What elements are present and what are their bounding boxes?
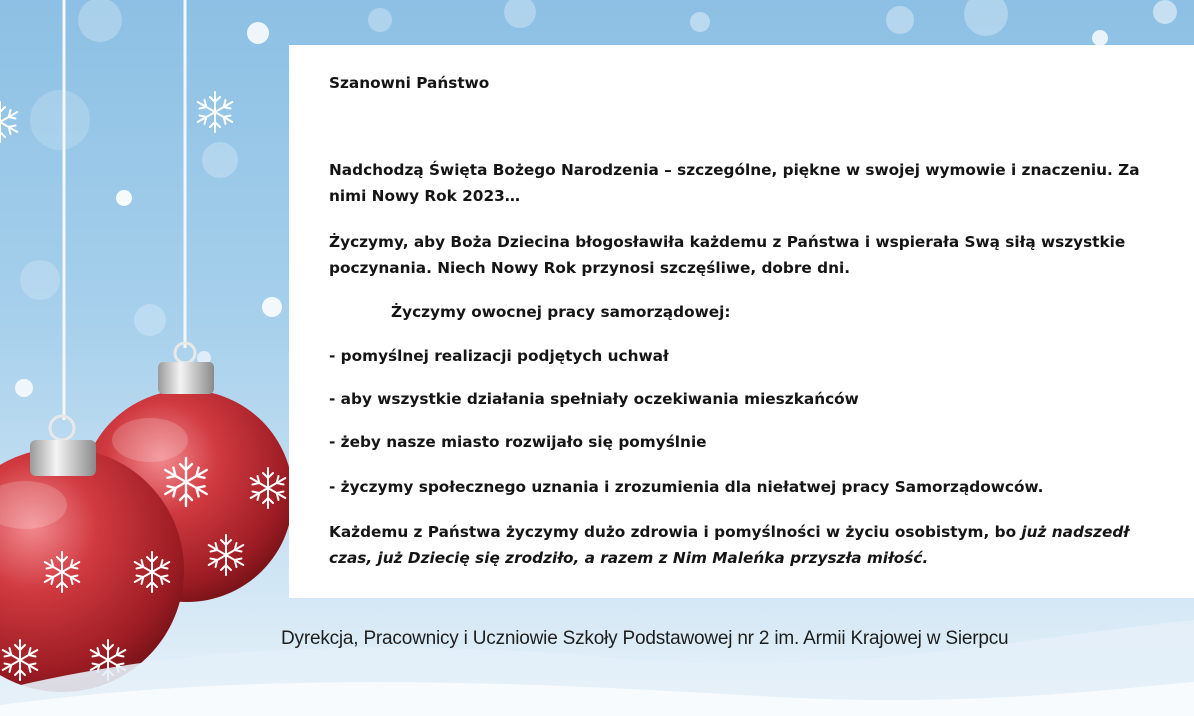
wish-item: - żeby nasze miasto rozwijało się pomyślnie (329, 433, 707, 451)
wish-heading: Życzymy owocnej pracy samorządowej: (391, 303, 731, 321)
signature: Dyrekcja, Pracownicy i Uczniowie Szkoły Podstawowej nr 2 im. Armii Krajowej w Sierpcu (281, 628, 1009, 649)
letter-paragraph-1: Nadchodzą Święta Bożego Narodzenia – szczególne, piękne w swojej wymowie i znaczeniu. Za nimi Nowy Rok 2023… (329, 161, 1140, 205)
letter-closing (329, 519, 1166, 571)
letter-paragraph-2: Życzymy, aby Boża Dziecina błogosławiła każdemu z Państwa i wspierała Swą siłą wszystkie poczynania. Niech Nowy Rok przynosi szczęśliwe, dobre dni. (329, 233, 1126, 277)
letter-greeting: Szanowni Państwo (329, 74, 490, 92)
closing-italic-text: już nadszedł czas, już Dziecię się zrodziło, a razem z Nim Maleńka przyszła miłość. (329, 523, 1130, 567)
closing-text: Każdemu z Państwa życzymy dużo zdrowia i pomyślności w życiu osobistym, bo (329, 523, 1022, 541)
letter-card (289, 45, 1194, 598)
snowflake-icon (0, 102, 17, 142)
snowflake-icon (198, 92, 233, 132)
wish-item: - pomyślnej realizacji podjętych uchwał (329, 347, 669, 365)
wish-item: - życzymy społecznego uznania i zrozumienia dla niełatwej pracy Samorządowców. (329, 478, 1044, 496)
wish-item: - aby wszystkie działania spełniały oczekiwania mieszkańców (329, 390, 859, 408)
